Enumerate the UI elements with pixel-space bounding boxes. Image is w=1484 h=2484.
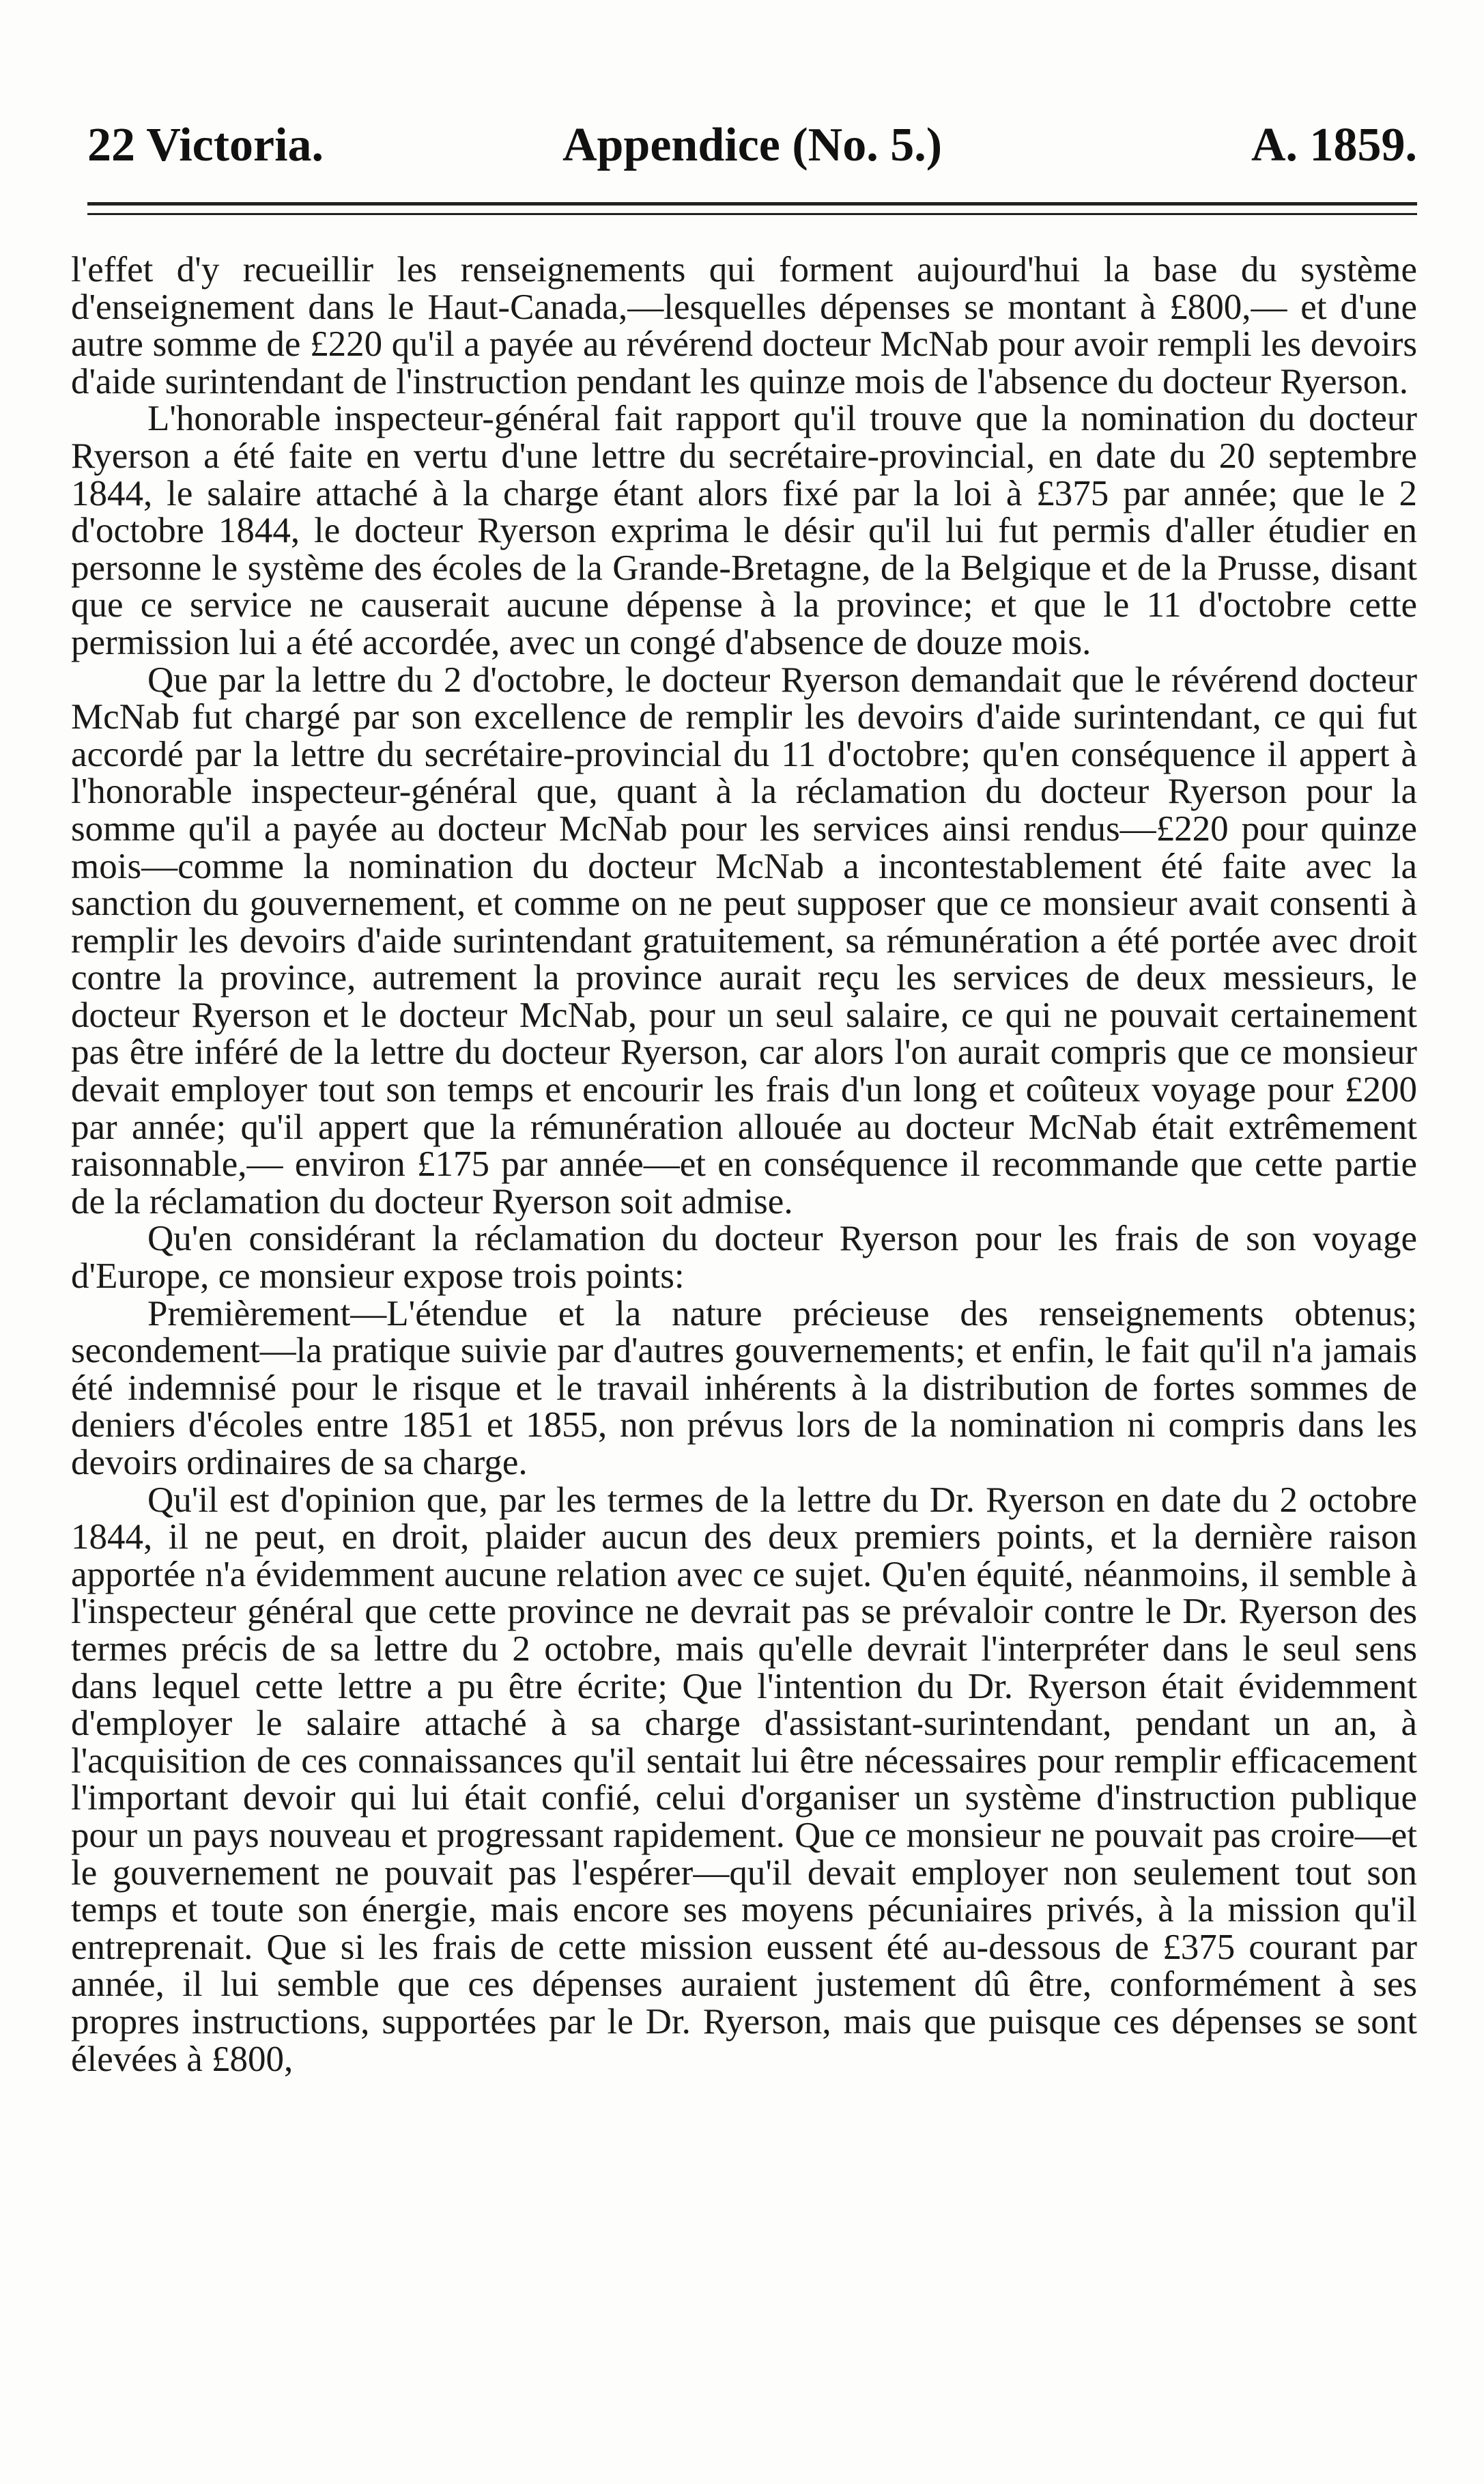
header-appendix: Appendice (No. 5.) <box>562 119 943 171</box>
header-year: A. 1859. <box>1251 119 1417 171</box>
body-text <box>71 251 1417 2078</box>
header-rule-thin <box>87 213 1417 215</box>
paragraph-travel-claim: Qu'en considérant la réclamation du docteur Ryerson pour les frais de son voyage d'Europe, ce monsieur expose trois points: <box>71 1219 1417 1297</box>
header-rule-thick <box>87 202 1417 206</box>
paragraph-opinion: Qu'il est d'opinion que, par les termes de la lettre du Dr. Ryerson en date du 2 octobre 1844, il ne peut, en droit, plaider aucun des deux premiers points, et la dernière raison apportée n'a évidemment aucune relation avec ce sujet. Qu'en équité, néanmoins, il semble à l'inspecteur général que cette province ne devrait pas se prévaloir contre le Dr. Ryerson des termes précis de sa lettre du 2 octobre, mais qu'elle devrait l'interpréter dans le seul sens dans lequel cette lettre a pu être écrite; Que l'intention du Dr. Ryerson était évidemment d'employer le salaire attaché à sa charge d'assistant-surintendant, pendant un an, à l'acquisition de ces connaissances qu'il sentait lui être nécessaires pour remplir efficacement l'important devoir qui lui était confié, celui d'organiser un système d'instruction publique pour un pays nouveau et progressant rapidement. Que ce monsieur ne pouvait pas croire—et le gouvernement ne pouvait pas l'espérer—qu'il devait employer non seulement tout son temps et toute son énergie, mais encore ses moyens pécuniaires privés, à la mission qu'il entreprenait. Que si les frais de cette mission eussent été au-dessous de £375 courant par année, il lui semble que ces dépenses auraient justement dû être, conformément à ses propres instructions, supportées par le Dr. Ryerson, mais que puisque ces dépenses se sont élevées à £800, <box>71 1480 1417 2079</box>
paragraph-inspector-report: L'honorable inspecteur-général fait rapport qu'il trouve que la nomination du docteur Ryerson a été faite en vertu d'une lettre du secrétaire-provincial, en date du 20 septembre 1844, le salaire attaché à la charge étant alors fixé par la loi à £375 par année; que le 2 d'octobre 1844, le docteur Ryerson exprima le désir qu'il lui fut permis d'aller étudier en personne le système des écoles de la Grande-Bretagne, de la Belgique et de la Prusse, disant que ce service ne causerait aucune dépense à la province; et que le 11 d'octobre cette permission lui a été accordée, avec un congé d'absence de douze mois. <box>71 399 1417 662</box>
header-volume: 22 Victoria. <box>87 119 324 171</box>
paragraph-three-points: Premièrement—L'étendue et la nature précieuse des renseignements obtenus; secondement—la pratique suivie par d'autres gouvernements; et enfin, le fait qu'il n'a jamais été indemnisé pour le risque et le travail inhérents à la distribution de fortes sommes de deniers d'écoles entre 1851 et 1855, non prévus lors de la nomination ni compris dans les devoirs ordinaires de sa charge. <box>71 1293 1417 1482</box>
running-head <box>87 115 1417 176</box>
paragraph-mcnab-claim: Que par la lettre du 2 d'octobre, le docteur Ryerson demandait que le révérend docteur McNab fut chargé par son excellence de remplir les devoirs d'aide surintendant, ce qui fut accordé par la lettre du secrétaire-provincial du 11 d'octobre; qu'en conséquence il appert à l'honorable inspecteur-général que, quant à la réclamation du docteur Ryerson pour la somme qu'il a payée au docteur McNab pour les services ainsi rendus—£220 pour quinze mois—comme la nomination du docteur McNab a incontestablement été faite avec la sanction du gouvernement, et comme on ne peut supposer que ce monsieur avait consenti à remplir les devoirs d'aide surintendant gratuitement, sa rémunération a été portée avec droit contre la province, autrement la province aurait reçu les services de deux messieurs, le docteur Ryerson et le docteur McNab, pour un seul salaire, ce qui ne pouvait certainement pas être inféré de la lettre du docteur Ryerson, car alors l'on aurait compris que ce monsieur devait employer tout son temps et encourir les frais d'un long et coûteux voyage pour £200 par année; qu'il appert que la rémunération allouée au docteur McNab était extrêmement raisonnable,— environ £175 par année—et en conséquence il recommande que cette partie de la réclamation du docteur Ryerson soit admise. <box>71 660 1417 1222</box>
paragraph-continued: l'effet d'y recueillir les renseignements qui forment aujourd'hui la base du système d'enseignement dans le Haut-Canada,—lesquelles dépenses se montant à £800,— et d'une autre somme de £220 qu'il a payée au révérend docteur McNab pour avoir rempli les devoirs d'aide surintendant de l'instruction pendant les quinze mois de l'absence du docteur Ryerson. <box>71 250 1417 401</box>
